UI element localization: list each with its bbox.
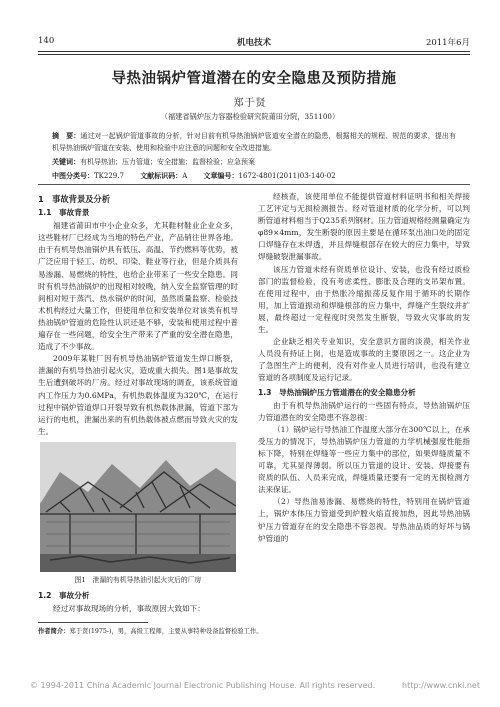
article-id: 1672-4801(2011)03-140-02 — [238, 172, 336, 180]
body-paragraph: （1）锅炉运行导热油工作温度大部分在300℃以上，在承受压力的情况下，导热油锅炉压力管道的力学机械强度性能指标下降，特别在焊缝等一些应力集中的部位，如果焊缝质量不可靠，尤其显得薄弱。所以压力管道的设计、安装、焊接要有资质的队伍、人员来完成，焊缝质量还要有一定的无损检测方法来保证。 — [258, 424, 470, 495]
figure-burned-factory — [40, 442, 236, 572]
article-id-label: 文章编号： — [203, 172, 239, 180]
subsection-heading: 1.3 导热油锅炉压力管道潜在的安全隐患分析 — [258, 387, 416, 397]
keywords-label: 关键词： — [52, 158, 80, 166]
subsection-heading: 1.1 事故背景 — [38, 208, 90, 218]
copyright-notice: © 1994-2011 China Academic Journal Electronic Publishing House. All rights reserved. — [30, 681, 376, 690]
doc-code: A — [182, 172, 188, 180]
header-rule-thin — [38, 54, 470, 55]
body-paragraph: 经过对事故现场的分析，事故原因大致如下： — [53, 604, 205, 614]
keywords — [52, 157, 456, 167]
body-paragraph: 2009年某鞋厂因有机导热油锅炉管道发生焊口断裂，泄漏的有机导热油引起火灾，造成重大损失。图1是事故发生后遭到破坏的厂房。经过对事故现场的调查，该系统管道内工作压力为0.6MPa，有机热载体温度为320℃，在运行过程中锅炉管道焊口开裂导致有机热载体泄漏，管道下部为运行的电机，泄漏出来的有机热载体被点燃而导致火灾的发生。 — [38, 354, 238, 436]
page-number: 140 — [38, 36, 55, 46]
abstract — [52, 130, 456, 154]
body-paragraph: （2）导热油易渗漏、易燃烧的特性，特别用在锅炉管道上，锅炉本体压力管道受到炉膛火焰直接加热，因此导热油锅炉压力管道存在的安全隐患不容忽视。导热油品质的好坏与锅炉管道的 — [258, 497, 470, 543]
issue-date: 2011年6月 — [425, 38, 470, 48]
body-paragraph: 经核查，该使用单位不能提供管道材料证明书和相关焊接工艺评定与无损检测报告。经对管道材质的化学分析，可以判断管道材料相当于Q235系列钢材。压力管道规格经测量确定为φ89×4mm，发生断裂的原因主要是在循环泵出油口处的固定口焊缝存在未焊透，并且焊缝根部存在较大的应力集中，导致焊缝破裂泄漏事故。 — [258, 192, 470, 262]
cnki-link[interactable]: http://www.cnki.net — [402, 681, 480, 690]
body-paragraph: 福建省莆田市中小企业众多，尤其鞋材鞋业企业众多，这些鞋材厂已经成为当地的特色产业，产品销往世界各地。由于有机导热油锅炉具有低压、高温、节约燃料等优势，被广泛应用于轻工、纺织、印染、鞋业等行业，但是介质具有易渗漏、易燃烧的特性，也给企业带来了一些安全隐患。同时有机导热油锅炉的出现相对较晚，纳入安全监察管理的时间相对短于蒸汽、热水锅炉的时间，虽然质量监察、检验技术机构经过大量工作，但使用单位和安装单位对该类有机导热油锅炉管道的危险性认识还是不够，安装和使用过程中普遍存在一些问题，给安全生产带来了严重的安全潜在隐患，造成了不少事故。 — [38, 221, 238, 352]
abstract-text: 通过对一起锅炉管道事故的分析，针对目前有机导热油锅炉管道安全潜在的隐患，根据相关的规程、规范的要求，提出有机导热油锅炉管道在安装、使用和检验中应注意的问题和安全改进措施。 — [52, 132, 457, 152]
footnote-rule — [38, 622, 148, 623]
abstract-label: 摘 要： — [52, 132, 81, 140]
footnote-text: 郑于贤(1975-)，男，高级工程师，主要从事特种设备监督检验工作。 — [69, 628, 263, 635]
clc-label: 中图分类号： — [52, 172, 94, 180]
copyright-bar — [30, 681, 480, 690]
subsection-heading: 1.2 事故分析 — [38, 590, 90, 600]
right-column — [258, 191, 470, 545]
paper-title: 导热油锅炉管道潜在的安全隐患及预防措施 — [111, 71, 397, 87]
author: 郑于贤 — [233, 98, 267, 109]
footnote-label: 作者简介： — [38, 628, 70, 635]
doc-code-label: 文献标识码： — [140, 172, 183, 180]
journal-name: 机电技术 — [236, 38, 271, 48]
affiliation: （福建省锅炉压力容器检验研究院莆田分院，351100） — [160, 112, 340, 121]
classification-line — [52, 171, 456, 181]
clc-code: TK229.7 — [94, 172, 124, 180]
abstract-rule — [38, 184, 470, 185]
author-footnote — [38, 626, 470, 635]
body-paragraph: 该压力管道未经有资质单位设计、安装，也没有经过质检部门的监督检验，没有考虑柔性、膨胀及合理的支吊架布置。在使用过程中，由于热胀冷缩振荡反复作用于循环的长期作用，加上管道振动和焊缝根部的应力集中，焊缝产生裂纹并扩展，最终超过一定程度时突然发生断裂，导致火灾事故的发生。 — [258, 264, 470, 335]
burned-factory-photo — [40, 442, 236, 572]
keywords-text: 有机导热油；压力管道；安全措施；监督检验；应急预案 — [80, 158, 255, 166]
left-column — [38, 191, 238, 615]
body-paragraph: 企业缺乏相关专业知识，安全意识方面的淡漠，相关作业人员没有持证上岗，也是造成事故的主要原因之一。这企业为了急图生产上的便利，没有对作业人员进行培训，也没有建立管道的各项制度及运行记录。 — [258, 337, 470, 383]
header-rule — [38, 51, 470, 52]
figure-caption: 图1 泄漏的有机导热油引起火灾后的厂房 — [74, 575, 202, 584]
body-paragraph: 由于有机导热油锅炉运行的一些固有特点，导热油锅炉压力管道潜在的安全隐患不容忽视： — [258, 400, 470, 422]
section-heading: 1 事故背景及分析 — [38, 194, 111, 204]
page-header — [38, 34, 470, 50]
